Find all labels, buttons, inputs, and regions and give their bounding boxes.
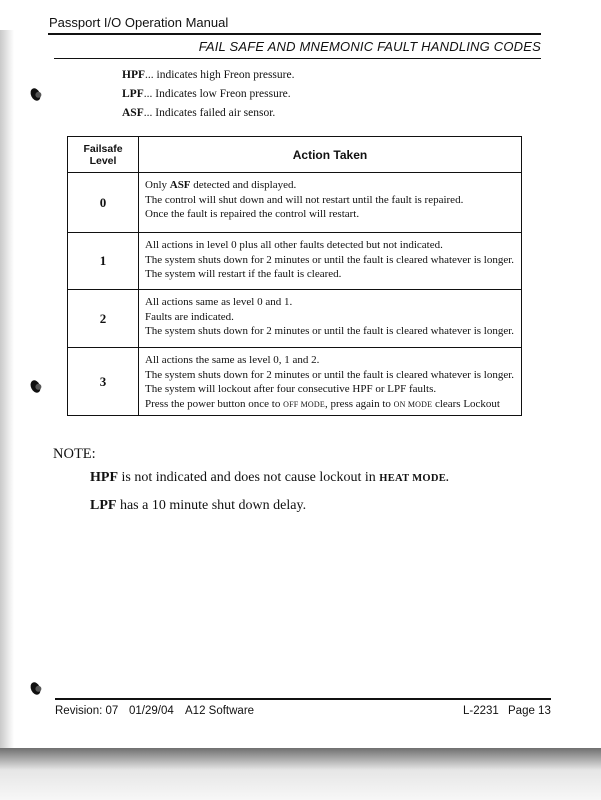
- heat-mode-label: HEAT MODE.: [379, 473, 449, 484]
- table-row: [68, 348, 522, 416]
- header-rule: [48, 33, 541, 35]
- footer-doc-number: L-2231: [463, 705, 499, 717]
- on-mode-label: ON MODE: [393, 399, 433, 409]
- footer-revision: Revision: 07: [55, 705, 119, 717]
- level-cell: 1: [68, 233, 139, 290]
- table-row: [68, 233, 522, 290]
- table-row: [68, 173, 522, 233]
- action-cell: All actions in level 0 plus all other faults detected but not indicated. The system shuts down for 2 minutes or until the fault is cleared whatever is longer. The system will restart if the fault is cleared.: [139, 233, 522, 290]
- note-label: NOTE:: [53, 446, 96, 462]
- action-cell: All actions the same as level 0, 1 and 2. The system shuts down for 2 minutes or until the fault is cleared whatever is longer. The system will lockout after four consecutive HPF or LPF faults. Press the power button once to OFF MODE, press again to ON MODE clears Lockout: [139, 348, 522, 416]
- section-title: FAIL SAFE AND MNEMONIC FAULT HANDLING CODES: [198, 39, 541, 54]
- table-row: [68, 290, 522, 348]
- section-rule: [54, 58, 541, 59]
- failsafe-level-header: Failsafe Level: [68, 137, 139, 173]
- level-cell: 2: [68, 290, 139, 348]
- note-code: HPF: [90, 470, 118, 485]
- failsafe-table: [67, 136, 522, 416]
- scan-edge-shadow: [0, 30, 14, 750]
- scan-bottom-shadow: [0, 748, 601, 800]
- definition-code: LPF: [122, 88, 144, 100]
- manual-title: Passport I/O Operation Manual: [49, 15, 229, 30]
- footer-page: Page 13: [508, 705, 551, 717]
- punch-hole-icon: [29, 379, 43, 395]
- action-taken-header: Action Taken: [139, 137, 522, 173]
- action-cell: All actions same as level 0 and 1. Faults are indicated. The system shuts down for 2 minutes or until the fault is cleared whatever is longer.: [139, 290, 522, 348]
- punch-hole-icon: [29, 87, 43, 103]
- off-mode-label: OFF MODE: [283, 399, 325, 409]
- definition-text: ... indicates high Freon pressure.: [145, 69, 295, 81]
- footer-software: A12 Software: [185, 705, 255, 717]
- level-cell: 3: [68, 348, 139, 416]
- footer-date: 01/29/04: [129, 705, 174, 717]
- definitions-list: [122, 66, 294, 123]
- action-cell: Only ASF detected and displayed. The control will shut down and will not restart until the fault is repaired. Once the fault is repaired the control will restart.: [139, 173, 522, 233]
- note-hpf: HPF is not indicated and does not cause lockout in HEAT MODE.: [90, 470, 449, 485]
- definition-text: ... Indicates low Freon pressure.: [143, 88, 291, 100]
- table-header-row: [68, 137, 522, 173]
- definition-code: HPF: [122, 69, 145, 81]
- asf-code: ASF: [169, 179, 191, 191]
- definition-asf: [122, 104, 294, 123]
- level-cell: 0: [68, 173, 139, 233]
- punch-hole-icon: [29, 681, 43, 697]
- definition-lpf: [122, 85, 294, 104]
- note-lpf: LPF has a 10 minute shut down delay.: [90, 498, 307, 513]
- definition-hpf: [122, 66, 294, 85]
- footer-rule: [55, 698, 551, 700]
- note-code: LPF: [90, 498, 117, 513]
- definition-code: ASF: [122, 107, 144, 119]
- definition-text: ... Indicates failed air sensor.: [143, 107, 276, 119]
